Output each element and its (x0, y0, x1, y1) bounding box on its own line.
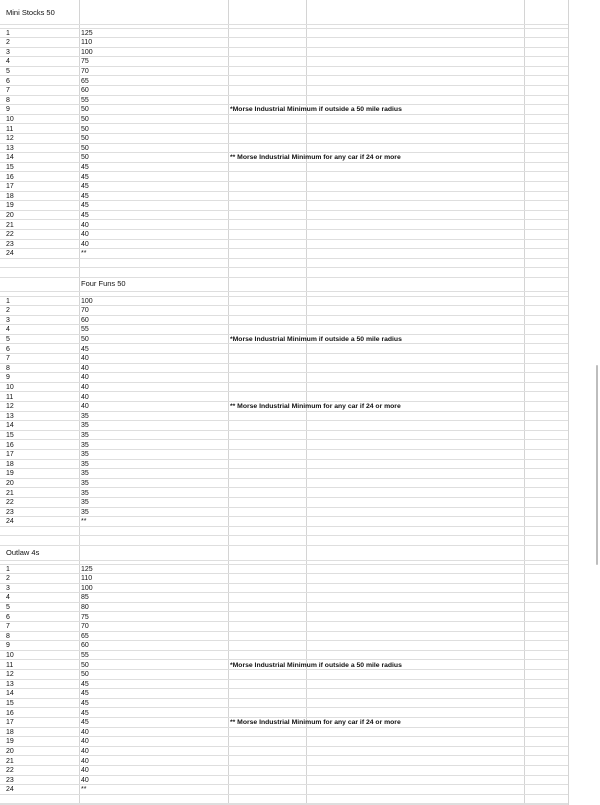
minimum-note: ** Morse Industrial Minimum for any car if 24 or more (230, 403, 401, 411)
position-cell: 10 (6, 651, 14, 659)
payout-cell: 45 (81, 183, 89, 191)
blank-row (0, 801, 568, 805)
position-cell: 24 (6, 518, 14, 526)
position-cell: 22 (6, 499, 14, 507)
table-row (0, 96, 568, 106)
position-cell: 9 (6, 106, 10, 114)
position-cell: 3 (6, 316, 10, 324)
payout-cell: 70 (81, 67, 89, 75)
position-cell: 1 (6, 29, 10, 37)
table-row (0, 201, 568, 211)
table-row (0, 249, 568, 259)
payout-cell: 55 (81, 651, 89, 659)
payout-cell: 40 (81, 374, 89, 382)
table-row (0, 134, 568, 144)
position-cell: 24 (6, 250, 14, 258)
payout-cell: 45 (81, 345, 89, 353)
position-cell: 6 (6, 77, 10, 85)
minimum-note: ** Morse Industrial Minimum for any car if 24 or more (230, 719, 401, 727)
position-cell: 21 (6, 757, 14, 765)
position-cell: 10 (6, 115, 14, 123)
payout-cell: 35 (81, 451, 89, 459)
section-title: Outlaw 4s (6, 548, 40, 557)
scrollbar[interactable] (596, 365, 598, 565)
position-cell: 20 (6, 211, 14, 219)
section-title: Four Funs 50 (81, 279, 126, 288)
table-row (0, 469, 568, 479)
payout-cell: 35 (81, 499, 89, 507)
table-row (0, 393, 568, 403)
position-cell: 3 (6, 584, 10, 592)
table-row (0, 163, 568, 173)
payout-cell: 60 (81, 316, 89, 324)
position-cell: 12 (6, 135, 14, 143)
table-row (0, 450, 568, 460)
position-cell: 14 (6, 690, 14, 698)
payout-cell: 35 (81, 489, 89, 497)
minimum-note: *Morse Industrial Minimum if outside a 50 mile radius (230, 106, 402, 114)
position-cell: 22 (6, 767, 14, 775)
payout-cell: 125 (81, 565, 93, 573)
table-row (0, 57, 568, 67)
table-row (0, 785, 568, 795)
position-cell: 7 (6, 355, 10, 363)
payout-cell: 100 (81, 48, 93, 56)
payout-cell: 40 (81, 355, 89, 363)
position-cell: 20 (6, 747, 14, 755)
payout-cell: 50 (81, 135, 89, 143)
position-cell: 17 (6, 183, 14, 191)
payout-cell: 45 (81, 202, 89, 210)
position-cell: 2 (6, 575, 10, 583)
payout-cell: 50 (81, 125, 89, 133)
position-cell: 12 (6, 671, 14, 679)
section-title-row (0, 0, 568, 25)
payout-cell: 45 (81, 163, 89, 171)
payout-cell: 75 (81, 613, 89, 621)
payout-cell: 45 (81, 719, 89, 727)
minimum-note: ** Morse Industrial Minimum for any car if 24 or more (230, 154, 401, 162)
table-row (0, 325, 568, 335)
position-cell: 4 (6, 594, 10, 602)
payout-cell: ** (81, 786, 87, 794)
payout-cell: 40 (81, 757, 89, 765)
payout-cell: 35 (81, 412, 89, 420)
table-row (0, 373, 568, 383)
section-title-row (0, 275, 568, 292)
payout-cell: 50 (81, 106, 89, 114)
position-cell: 18 (6, 460, 14, 468)
payout-cell: 45 (81, 699, 89, 707)
table-row (0, 86, 568, 96)
table-row (0, 364, 568, 374)
table-row (0, 651, 568, 661)
table-row (0, 517, 568, 527)
table-row (0, 670, 568, 680)
payout-cell: 35 (81, 441, 89, 449)
position-cell: 19 (6, 202, 14, 210)
payout-cell: 125 (81, 29, 93, 37)
position-cell: 19 (6, 470, 14, 478)
position-cell: 9 (6, 374, 10, 382)
payout-cell: 50 (81, 335, 89, 343)
position-cell: 5 (6, 67, 10, 75)
payout-cell: 70 (81, 623, 89, 631)
position-cell: 7 (6, 623, 10, 631)
position-cell: 9 (6, 642, 10, 650)
payout-cell: 110 (81, 39, 93, 47)
position-cell: 6 (6, 613, 10, 621)
table-row (0, 182, 568, 192)
table-row (0, 776, 568, 786)
table-row (0, 173, 568, 183)
table-row (0, 105, 568, 115)
payout-cell: 40 (81, 231, 89, 239)
payout-cell: 40 (81, 393, 89, 401)
payout-cell: 45 (81, 211, 89, 219)
table-row (0, 383, 568, 393)
position-cell: 23 (6, 508, 14, 516)
table-row (0, 574, 568, 584)
payout-cell: 45 (81, 680, 89, 688)
position-cell: 10 (6, 383, 14, 391)
table-row (0, 460, 568, 470)
position-cell: 1 (6, 297, 10, 305)
payout-cell: 65 (81, 632, 89, 640)
payout-cell: 40 (81, 383, 89, 391)
table-row (0, 402, 568, 412)
section-title-row (0, 544, 568, 561)
payout-cell: 60 (81, 87, 89, 95)
position-cell: 19 (6, 738, 14, 746)
table-row (0, 335, 568, 345)
section-title: Mini Stocks 50 (6, 8, 55, 17)
position-cell: 23 (6, 776, 14, 784)
payout-cell: 40 (81, 767, 89, 775)
table-row (0, 153, 568, 163)
payout-cell: 35 (81, 460, 89, 468)
payout-cell: 40 (81, 240, 89, 248)
payout-cell: 40 (81, 776, 89, 784)
table-row (0, 48, 568, 58)
table-row (0, 230, 568, 240)
table-row (0, 709, 568, 719)
position-cell: 14 (6, 154, 14, 162)
table-row (0, 316, 568, 326)
table-row (0, 728, 568, 738)
payout-cell: 50 (81, 671, 89, 679)
position-cell: 5 (6, 335, 10, 343)
table-row (0, 641, 568, 651)
payout-cell: ** (81, 518, 87, 526)
table-row (0, 757, 568, 767)
payout-cell: 40 (81, 403, 89, 411)
column-divider (568, 0, 569, 805)
position-cell: 16 (6, 709, 14, 717)
position-cell: 18 (6, 192, 14, 200)
table-row (0, 737, 568, 747)
position-cell: 23 (6, 240, 14, 248)
position-cell: 24 (6, 786, 14, 794)
payout-cell: 50 (81, 144, 89, 152)
table-row (0, 699, 568, 709)
position-cell: 11 (6, 661, 14, 669)
payout-cell: 45 (81, 173, 89, 181)
position-cell: 7 (6, 87, 10, 95)
position-cell: 12 (6, 403, 14, 411)
table-row (0, 632, 568, 642)
payout-cell: 55 (81, 96, 89, 104)
table-row (0, 297, 568, 307)
position-cell: 21 (6, 221, 14, 229)
table-row (0, 29, 568, 39)
table-row (0, 747, 568, 757)
payout-cell: 75 (81, 58, 89, 66)
payout-cell: 40 (81, 221, 89, 229)
payout-cell: 40 (81, 738, 89, 746)
position-cell: 3 (6, 48, 10, 56)
table-row (0, 584, 568, 594)
position-cell: 20 (6, 479, 14, 487)
payout-cell: 40 (81, 728, 89, 736)
position-cell: 8 (6, 632, 10, 640)
position-cell: 16 (6, 441, 14, 449)
position-cell: 8 (6, 364, 10, 372)
position-cell: 15 (6, 431, 14, 439)
payout-cell: 50 (81, 154, 89, 162)
table-row (0, 613, 568, 623)
payout-cell: 55 (81, 326, 89, 334)
payout-cell: 45 (81, 690, 89, 698)
payout-cell: ** (81, 250, 87, 258)
position-cell: 4 (6, 58, 10, 66)
payout-cell: 45 (81, 709, 89, 717)
table-row (0, 565, 568, 575)
table-row (0, 240, 568, 250)
table-row (0, 603, 568, 613)
position-cell: 6 (6, 345, 10, 353)
minimum-note: *Morse Industrial Minimum if outside a 50 mile radius (230, 661, 402, 669)
table-row (0, 479, 568, 489)
table-row (0, 766, 568, 776)
payout-cell: 65 (81, 77, 89, 85)
table-row (0, 221, 568, 231)
payout-cell: 35 (81, 431, 89, 439)
payout-cell: 50 (81, 115, 89, 123)
table-row (0, 125, 568, 135)
table-row (0, 306, 568, 316)
position-cell: 2 (6, 39, 10, 47)
table-row (0, 661, 568, 671)
table-row (0, 489, 568, 499)
position-cell: 4 (6, 326, 10, 334)
payout-cell: 60 (81, 642, 89, 650)
payout-cell: 80 (81, 603, 89, 611)
table-row (0, 115, 568, 125)
table-row (0, 441, 568, 451)
table-row (0, 77, 568, 87)
payout-cell: 35 (81, 422, 89, 430)
payout-cell: 100 (81, 584, 93, 592)
blank-row (0, 527, 568, 537)
position-cell: 17 (6, 451, 14, 459)
payout-cell: 85 (81, 594, 89, 602)
position-cell: 22 (6, 231, 14, 239)
payout-cell: 40 (81, 364, 89, 372)
position-cell: 5 (6, 603, 10, 611)
table-row (0, 622, 568, 632)
table-row (0, 211, 568, 221)
table-row (0, 593, 568, 603)
position-cell: 11 (6, 125, 14, 133)
position-cell: 11 (6, 393, 14, 401)
table-row (0, 431, 568, 441)
payout-cell: 35 (81, 470, 89, 478)
table-row (0, 421, 568, 431)
payout-cell: 40 (81, 747, 89, 755)
blank-row (0, 259, 568, 269)
payout-cell: 110 (81, 575, 93, 583)
payout-cell: 45 (81, 192, 89, 200)
payout-cell: 35 (81, 479, 89, 487)
table-row (0, 680, 568, 690)
position-cell: 17 (6, 719, 14, 727)
table-row (0, 689, 568, 699)
table-row (0, 508, 568, 518)
table-row (0, 718, 568, 728)
payout-cell: 70 (81, 307, 89, 315)
position-cell: 2 (6, 307, 10, 315)
table-row (0, 192, 568, 202)
table-row (0, 67, 568, 77)
position-cell: 13 (6, 412, 14, 420)
position-cell: 18 (6, 728, 14, 736)
position-cell: 8 (6, 96, 10, 104)
position-cell: 13 (6, 144, 14, 152)
table-row (0, 354, 568, 364)
position-cell: 14 (6, 422, 14, 430)
table-row (0, 498, 568, 508)
position-cell: 16 (6, 173, 14, 181)
position-cell: 21 (6, 489, 14, 497)
payout-cell: 50 (81, 661, 89, 669)
position-cell: 1 (6, 565, 10, 573)
minimum-note: *Morse Industrial Minimum if outside a 50 mile radius (230, 335, 402, 343)
payout-cell: 35 (81, 508, 89, 516)
position-cell: 15 (6, 163, 14, 171)
table-row (0, 38, 568, 48)
payout-cell: 100 (81, 297, 93, 305)
table-row (0, 412, 568, 422)
position-cell: 13 (6, 680, 14, 688)
position-cell: 15 (6, 699, 14, 707)
table-row (0, 144, 568, 154)
table-row (0, 345, 568, 355)
